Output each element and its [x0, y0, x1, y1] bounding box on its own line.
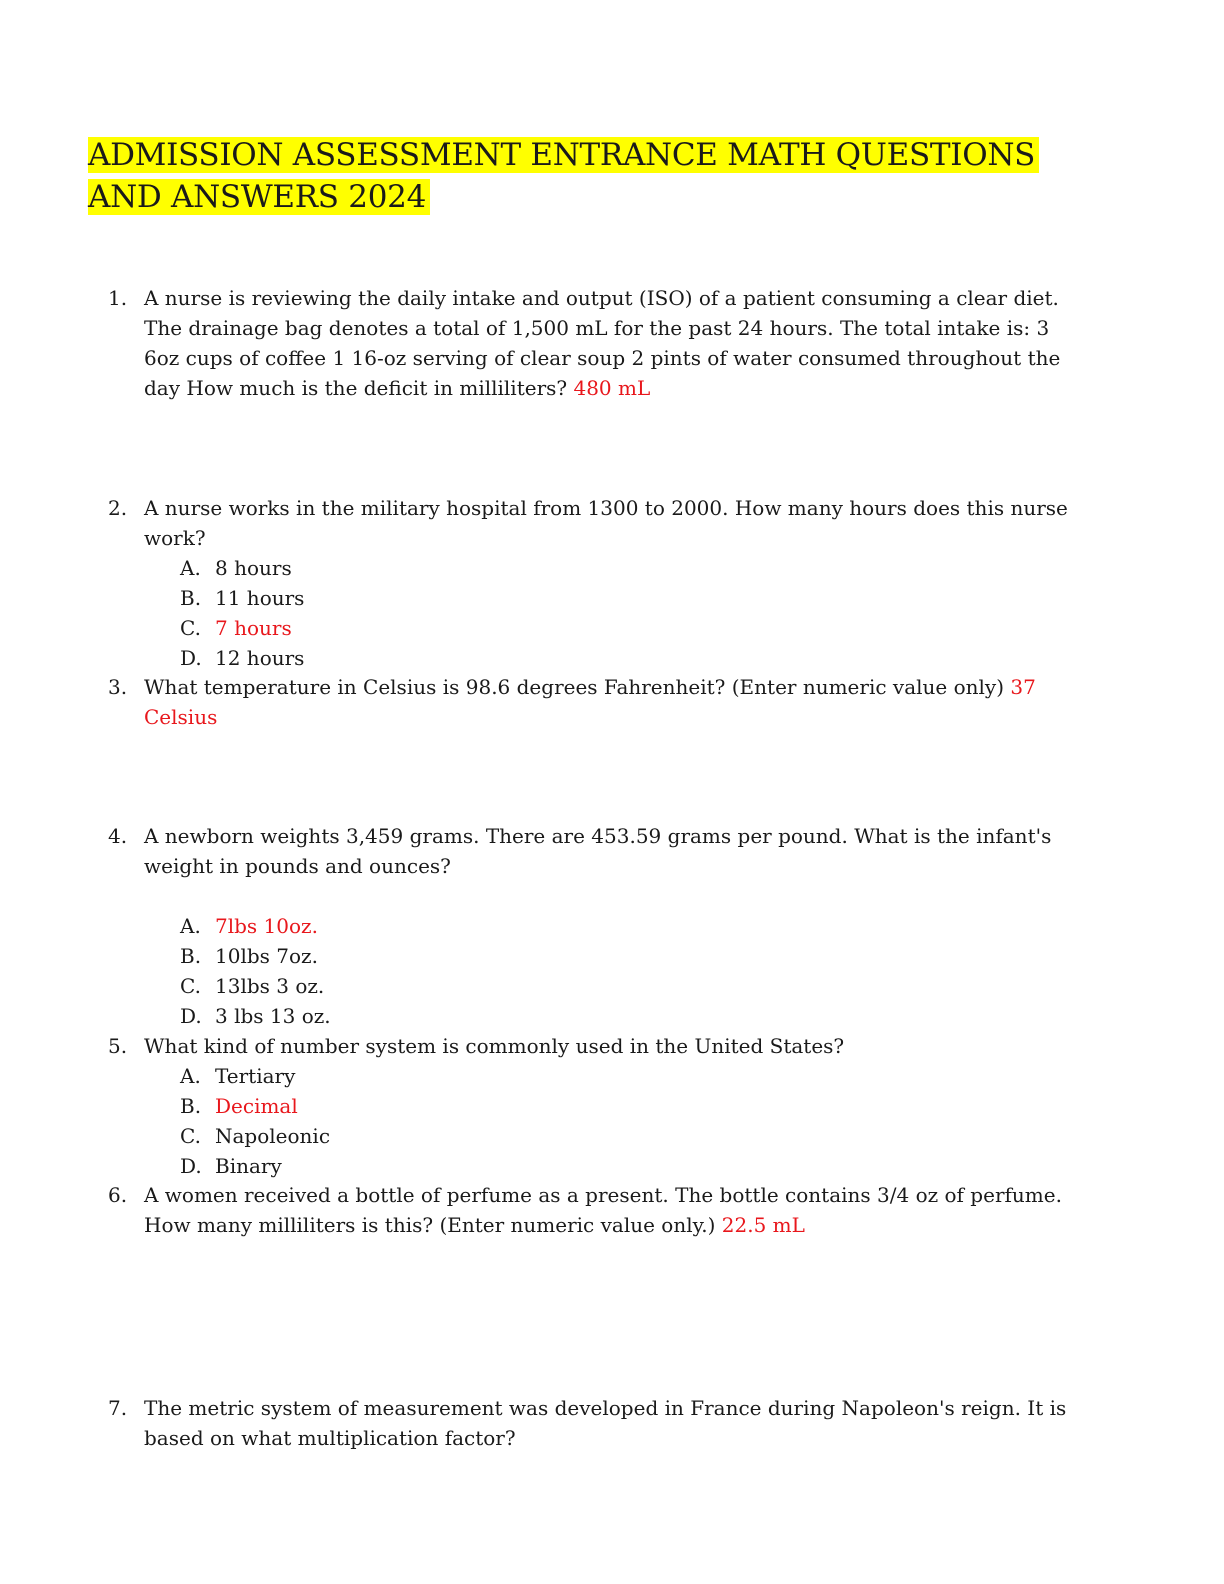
question-text: The metric system of measurement was developed in France during Napoleon's reign. It is based on what multiplication factor?: [144, 1396, 1067, 1450]
question-3: [108, 672, 1068, 732]
question-number: 2.: [108, 496, 128, 520]
question-number: 5.: [108, 1034, 128, 1058]
question-text: A women received a bottle of perfume as a present. The bottle contains 3/4 oz of perfume. How many milliliters is this? (Enter numeric value only.) 22.5 mL: [144, 1183, 1062, 1237]
question-text: What temperature in Celsius is 98.6 degrees Fahrenheit? (Enter numeric value only) 37 Celsius: [144, 675, 1036, 729]
question-text: A newborn weights 3,459 grams. There are 453.59 grams per pound. What is the infant's weight in pounds and ounces?: [144, 824, 1052, 878]
question-5: [108, 1031, 1068, 1181]
document-title: [88, 134, 1068, 218]
question-4: [108, 821, 1068, 1031]
option-c: C. 7 hours: [180, 616, 292, 640]
question-text: What kind of number system is commonly used in the United States?: [144, 1034, 845, 1058]
question-number: 7.: [108, 1396, 128, 1420]
answer-text: 480 mL: [573, 376, 651, 400]
question-text: A nurse works in the military hospital from 1300 to 2000. How many hours does this nurse work?: [144, 496, 1068, 550]
option-a: A. 7lbs 10oz.: [180, 914, 318, 938]
answer-options: [108, 553, 1068, 673]
option-b: B. 10lbs 7oz.: [180, 944, 318, 968]
correct-answer: 7lbs 10oz.: [215, 914, 318, 938]
answer-text: 22.5 mL: [721, 1213, 805, 1237]
question-2: [108, 493, 1068, 673]
answer-options: [108, 911, 1068, 1031]
question-7: [108, 1393, 1068, 1453]
question-text: A nurse is reviewing the daily intake and output (ISO) of a patient consuming a clear diet. The drainage bag denotes a total of 1,500 mL for the past 24 hours. The total intake is: 3 6oz cups of coffee 1 16-oz serving of clear soup 2 pints of water consumed throughout the day How much is the deficit in milliliters? 480 mL: [144, 286, 1061, 400]
option-a: A. Tertiary: [180, 1064, 296, 1088]
answer-options: [108, 1061, 1068, 1181]
option-a: A. 8 hours: [180, 556, 292, 580]
question-number: 1.: [108, 286, 128, 310]
title-highlight: ADMISSION ASSESSMENT ENTRANCE MATH QUESTIONS AND ANSWERS 2024: [88, 137, 1039, 215]
correct-answer: Decimal: [215, 1094, 298, 1118]
option-b: B. 11 hours: [180, 586, 305, 610]
question-number: 4.: [108, 824, 128, 848]
option-b: B. Decimal: [180, 1094, 298, 1118]
option-c: C. Napoleonic: [180, 1124, 331, 1148]
question-1: [108, 283, 1068, 403]
question-number: 3.: [108, 675, 128, 699]
question-6: [108, 1180, 1068, 1240]
option-c: C. 13lbs 3 oz.: [180, 974, 325, 998]
option-d: D. 12 hours: [180, 646, 305, 670]
option-d: D. Binary: [180, 1154, 282, 1178]
option-d: D. 3 lbs 13 oz.: [180, 1004, 331, 1028]
answer-text: 37 Celsius: [144, 675, 1036, 729]
question-number: 6.: [108, 1183, 128, 1207]
correct-answer: 7 hours: [215, 616, 292, 640]
